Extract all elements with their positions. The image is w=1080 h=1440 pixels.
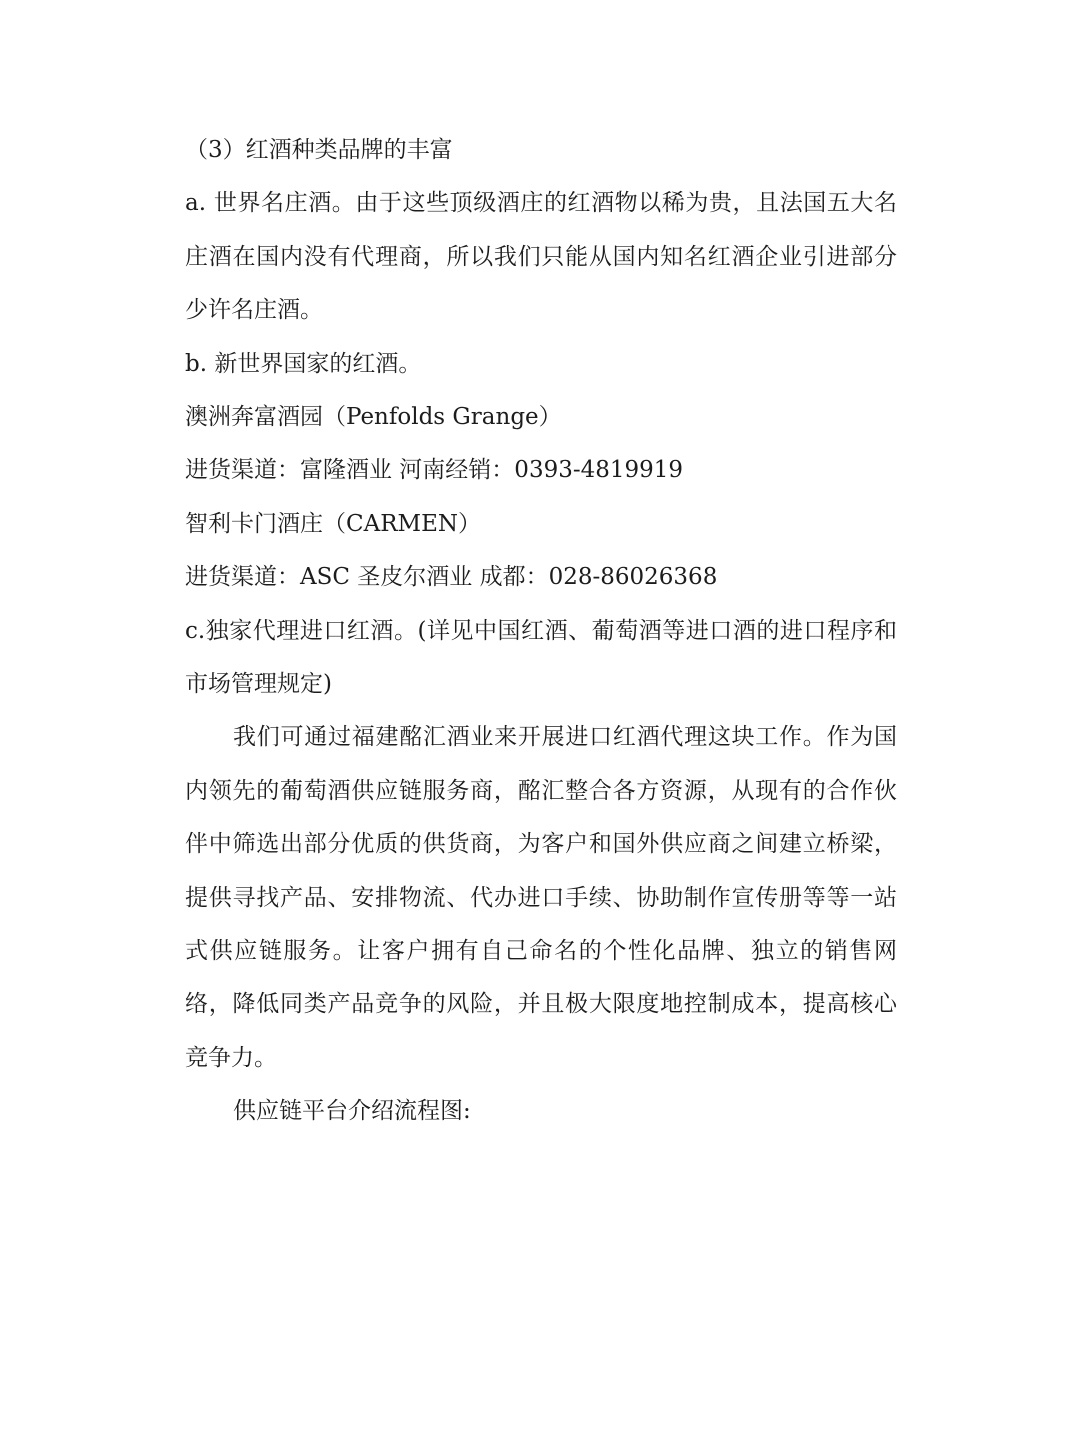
item-a-paragraph: a. 世界名庄酒。由于这些顶级酒庄的红酒物以稀为贵，且法国五大名庄酒在国内没有代理商，所以我们只能从国内知名红酒企业引进部分少许名庄酒。 — [185, 190, 897, 324]
channel-penfolds: 进货渠道：富隆酒业 河南经销：0393-4819919 — [185, 457, 684, 484]
item-c-paragraph: c.独家代理进口红酒。(详见中国红酒、葡萄酒等进口酒的进口程序和市场管理规定) — [185, 617, 897, 697]
document-content — [185, 124, 897, 1139]
body-paragraph: 我们可通过福建酩汇酒业来开展进口红酒代理这块工作。作为国内领先的葡萄酒供应链服务商，酩汇整合各方资源，从现有的合作伙伴中筛选出部分优质的供货商，为客户和国外供应商之间建立桥梁，提供寻找产品、安排物流、代办进口手续、协助制作宣传册等等一站式供应链服务。让客户拥有自己命名的个性化品牌、独立的销售网络，降低同类产品竞争的风险，并且极大限度地控制成本，提高核心竞争力。 — [185, 724, 897, 1071]
flowchart-caption: 供应链平台介绍流程图: — [233, 1098, 471, 1125]
item-b-line: b. 新世界国家的红酒。 — [185, 350, 422, 377]
section-heading: （3）红酒种类品牌的丰富 — [185, 137, 453, 163]
winery-penfolds: 澳洲奔富酒园（Penfolds Grange） — [185, 403, 562, 430]
channel-carmen: 进货渠道：ASC 圣皮尔酒业 成都：028-86026368 — [185, 564, 718, 591]
winery-carmen: 智利卡门酒庄（CARMEN） — [185, 510, 481, 537]
